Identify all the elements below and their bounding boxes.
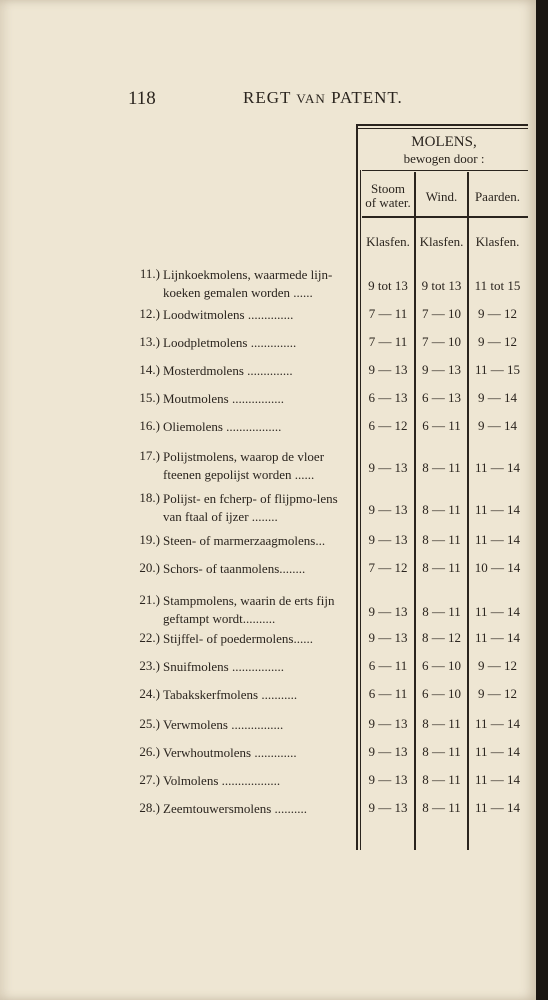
row-number: 14.) <box>139 362 160 377</box>
row-value: 6 — 11 <box>368 686 408 701</box>
row-number: 26.) <box>139 744 160 759</box>
title-part: REGT <box>243 88 297 107</box>
row-value: 8 — 11 <box>422 460 461 475</box>
row-value: 9 — 13 <box>368 630 408 645</box>
row-name: Polijst- en fcherp- of flijpmo-lens van ftaal of ijzer ........ <box>163 491 338 524</box>
row-value: 9 — 14 <box>478 418 517 433</box>
subheader-rule <box>362 216 528 218</box>
row-value: 11 — 14 <box>474 716 521 731</box>
column-header-wind <box>416 190 467 204</box>
row-name: Schors- of taanmolens........ <box>163 561 306 576</box>
column-header-paarden <box>469 190 526 204</box>
row-value: 8 — 11 <box>422 800 461 815</box>
row-value: 10 — 14 <box>474 560 521 575</box>
row-value: 6 — 13 <box>422 390 461 405</box>
column-divider <box>356 124 358 850</box>
row-value: 8 — 11 <box>422 502 461 517</box>
row-name: Polijstmolens, waarop de vloer fteenen gepolijst worden ...... <box>163 449 325 482</box>
column-header-stoom <box>362 182 414 210</box>
row-number: 22.) <box>139 630 160 645</box>
row-name: Volmolens .................. <box>163 773 281 788</box>
row-name: Zeemtouwersmolens .......... <box>163 801 308 816</box>
row-value: 9 — 14 <box>478 390 517 405</box>
row-value: 7 — 10 <box>422 334 461 349</box>
row-number: 25.) <box>139 716 160 731</box>
row-number: 20.) <box>139 560 160 575</box>
row-name: Lijnkoekmolens, waarmede lijn-koeken gemalen worden ...... <box>163 267 333 300</box>
row-number: 13.) <box>139 334 160 349</box>
column-label: Stoom <box>371 181 405 196</box>
column-label: Wind. <box>425 189 458 204</box>
title-part: PATENT. <box>325 88 403 107</box>
row-value: 8 — 11 <box>422 716 461 731</box>
row-name: Verwmolens ................ <box>163 717 284 732</box>
row-number: 11.) <box>139 266 160 281</box>
row-value: 9 — 13 <box>368 604 408 619</box>
row-name: Mosterdmolens .............. <box>163 363 293 378</box>
row-value: 11 — 14 <box>474 744 521 759</box>
row-number: 21.) <box>139 592 160 607</box>
row-value: 6 — 11 <box>422 418 461 433</box>
row-value: 9 — 13 <box>422 362 461 377</box>
running-title <box>243 88 403 108</box>
row-value: 9 — 12 <box>478 334 517 349</box>
column-label: Paarden. <box>474 189 521 204</box>
title-part: VAN <box>296 91 326 106</box>
column-divider <box>360 170 361 850</box>
row-name: Loodpletmolens .............. <box>163 335 297 350</box>
row-name: Stijffel- of poedermolens...... <box>163 631 313 646</box>
row-name: Snuifmolens ................ <box>163 659 284 674</box>
row-value: 11 — 14 <box>474 772 521 787</box>
row-value: 7 — 11 <box>368 334 408 349</box>
class-label: Klasfen. <box>419 234 464 249</box>
row-value: 7 — 10 <box>422 306 461 321</box>
row-name: Steen- of marmerzaagmolens... <box>163 533 326 548</box>
row-value: 11 — 14 <box>474 604 521 619</box>
group-subtitle: bewogen door : <box>403 151 485 166</box>
row-number: 15.) <box>139 390 160 405</box>
row-value: 9 — 13 <box>368 772 408 787</box>
row-value: 8 — 11 <box>422 560 461 575</box>
row-number: 12.) <box>139 306 160 321</box>
row-number: 23.) <box>139 658 160 673</box>
row-value: 6 — 13 <box>368 390 408 405</box>
row-value: 7 — 12 <box>368 560 408 575</box>
row-value: 6 — 10 <box>422 686 461 701</box>
table-top-rule-thin <box>356 128 528 129</box>
row-value: 9 — 13 <box>368 460 408 475</box>
row-value: 11 — 14 <box>474 460 521 475</box>
row-value: 9 — 13 <box>368 362 408 377</box>
row-value: 11 — 14 <box>474 532 521 547</box>
class-label: Klasfen. <box>366 234 410 249</box>
row-name: Moutmolens ................ <box>163 391 284 406</box>
row-value: 11 tot 15 <box>474 278 521 293</box>
row-value: 9 — 12 <box>478 306 517 321</box>
row-value: 8 — 11 <box>422 604 461 619</box>
row-number: 27.) <box>139 772 160 787</box>
row-number: 28.) <box>139 800 160 815</box>
group-title: MOLENS, <box>411 134 477 150</box>
row-value: 11 — 14 <box>474 502 521 517</box>
row-value: 8 — 12 <box>422 630 461 645</box>
row-value: 8 — 11 <box>422 532 461 547</box>
row-value: 8 — 11 <box>422 744 461 759</box>
table-top-rule <box>356 124 528 126</box>
row-value: 9 tot 13 <box>368 278 408 293</box>
row-value: 9 — 13 <box>368 800 408 815</box>
row-number: 24.) <box>139 686 160 701</box>
row-number: 18.) <box>139 490 160 505</box>
row-value: 9 — 13 <box>368 532 408 547</box>
row-value: 8 — 11 <box>422 772 461 787</box>
row-name: Verwhoutmolens ............. <box>163 745 297 760</box>
row-name: Oliemolens ................. <box>163 419 282 434</box>
row-value: 9 — 13 <box>368 744 408 759</box>
scan-edge <box>536 0 548 1000</box>
row-value: 11 — 14 <box>474 800 521 815</box>
row-value: 6 — 11 <box>368 658 408 673</box>
row-number: 19.) <box>139 532 160 547</box>
row-value: 11 — 15 <box>474 362 521 377</box>
column-label: of water. <box>365 195 411 210</box>
class-label: Klasfen. <box>475 234 520 249</box>
row-value: 9 — 12 <box>478 686 517 701</box>
row-name: Tabakskerfmolens ........... <box>163 687 298 702</box>
group-header-rule <box>362 170 528 171</box>
row-value: 6 — 10 <box>422 658 461 673</box>
row-number: 16.) <box>139 418 160 433</box>
row-value: 9 — 12 <box>478 658 517 673</box>
row-value: 11 — 14 <box>474 630 521 645</box>
row-value: 9 — 13 <box>368 716 408 731</box>
row-value: 9 tot 13 <box>421 278 462 293</box>
row-number: 17.) <box>139 448 160 463</box>
row-value: 9 — 13 <box>368 502 408 517</box>
page-number: 118 <box>128 88 156 109</box>
molens-group-header <box>362 134 526 166</box>
row-value: 7 — 11 <box>368 306 408 321</box>
row-name: Loodwitmolens .............. <box>163 307 294 322</box>
row-name: Stampmolens, waarin de erts fijn geftampt wordt.......... <box>163 593 335 626</box>
row-value: 6 — 12 <box>368 418 408 433</box>
